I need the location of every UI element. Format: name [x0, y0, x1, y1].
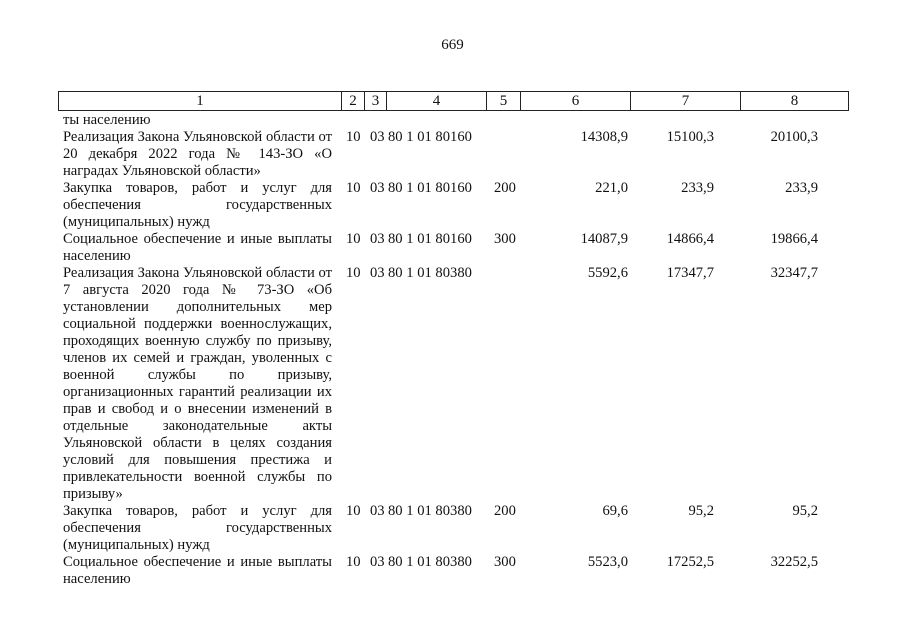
table-row	[58, 503, 848, 554]
table-row	[58, 129, 848, 180]
amount-col-6: 14087,9	[580, 231, 628, 247]
amount-col-6: 14308,9	[580, 129, 628, 145]
subsection-code: 03	[370, 265, 385, 281]
expense-type-code: 200	[494, 180, 516, 196]
page-number: 669	[441, 37, 464, 53]
expense-type-code: 200	[494, 503, 516, 519]
header-cell-7: 7	[631, 92, 741, 111]
table-header	[58, 91, 849, 111]
amount-col-7: 233,9	[681, 180, 714, 196]
amount-col-8: 95,2	[792, 503, 818, 519]
section-code: 10	[346, 180, 361, 196]
amount-col-7: 17252,5	[666, 554, 714, 570]
target-article-code: 80 1 01 80380	[388, 554, 472, 570]
section-code: 10	[346, 503, 361, 519]
header-cell-6: 6	[521, 92, 631, 111]
amount-col-8: 20100,3	[770, 129, 818, 145]
table-row	[58, 554, 848, 588]
amount-col-6: 221,0	[595, 180, 628, 196]
row-description: Реализация Закона Ульяновской области от 20 декабря 2022 года № 143-ЗО «О наградах Ульяновской области»	[63, 129, 332, 179]
section-code: 10	[346, 231, 361, 247]
row-description: Социальное обеспечение и иные выплаты населению	[63, 554, 332, 587]
subsection-code: 03	[370, 231, 385, 247]
amount-col-7: 14866,4	[666, 231, 714, 247]
target-article-code: 80 1 01 80160	[388, 180, 472, 196]
table-body	[58, 112, 848, 588]
continuation-row	[58, 112, 848, 129]
amount-col-6: 69,6	[602, 503, 628, 519]
header-cell-8: 8	[741, 92, 849, 111]
row-description: Реализация Закона Ульяновской области от 7 августа 2020 года № 73-ЗО «Об установлении дополнительных мер социальной поддержки военнослужащих, проходящих военную службу по призыву, членов их семей и граждан, уволенных с военной службы по призыву, организационных гарантий реализации их прав и свобод и о внесении изменений в отдельные законодательные акты Ульяновской области в целях создания условий для повышения престижа и привлекательности военной службы по призыву»	[63, 265, 332, 502]
header-cell-5: 5	[487, 92, 521, 111]
table-row	[58, 180, 848, 231]
row-description: Социальное обеспечение и иные выплаты населению	[63, 231, 332, 264]
header-cell-1: 1	[59, 92, 342, 111]
section-code: 10	[346, 265, 361, 281]
section-code: 10	[346, 554, 361, 570]
expense-type-code: 300	[494, 554, 516, 570]
header-cell-4: 4	[387, 92, 487, 111]
table-row	[58, 265, 848, 503]
subsection-code: 03	[370, 129, 385, 145]
header-cell-2: 2	[342, 92, 365, 111]
subsection-code: 03	[370, 180, 385, 196]
amount-col-6: 5592,6	[587, 265, 628, 281]
target-article-code: 80 1 01 80380	[388, 265, 472, 281]
amount-col-8: 32252,5	[770, 554, 818, 570]
target-article-code: 80 1 01 80160	[388, 129, 472, 145]
header-cell-3: 3	[365, 92, 387, 111]
continuation-text: ты населению	[63, 112, 151, 128]
subsection-code: 03	[370, 554, 385, 570]
row-description: Закупка товаров, работ и услуг для обеспечения государственных (муниципальных) нужд	[63, 503, 332, 553]
row-description: Закупка товаров, работ и услуг для обеспечения государственных (муниципальных) нужд	[63, 180, 332, 230]
table-row	[58, 231, 848, 265]
target-article-code: 80 1 01 80160	[388, 231, 472, 247]
amount-col-8: 233,9	[785, 180, 818, 196]
amount-col-8: 32347,7	[770, 265, 818, 281]
subsection-code: 03	[370, 503, 385, 519]
amount-col-7: 17347,7	[666, 265, 714, 281]
section-code: 10	[346, 129, 361, 145]
amount-col-7: 15100,3	[666, 129, 714, 145]
amount-col-8: 19866,4	[770, 231, 818, 247]
expense-type-code: 300	[494, 231, 516, 247]
amount-col-7: 95,2	[688, 503, 714, 519]
target-article-code: 80 1 01 80380	[388, 503, 472, 519]
amount-col-6: 5523,0	[587, 554, 628, 570]
